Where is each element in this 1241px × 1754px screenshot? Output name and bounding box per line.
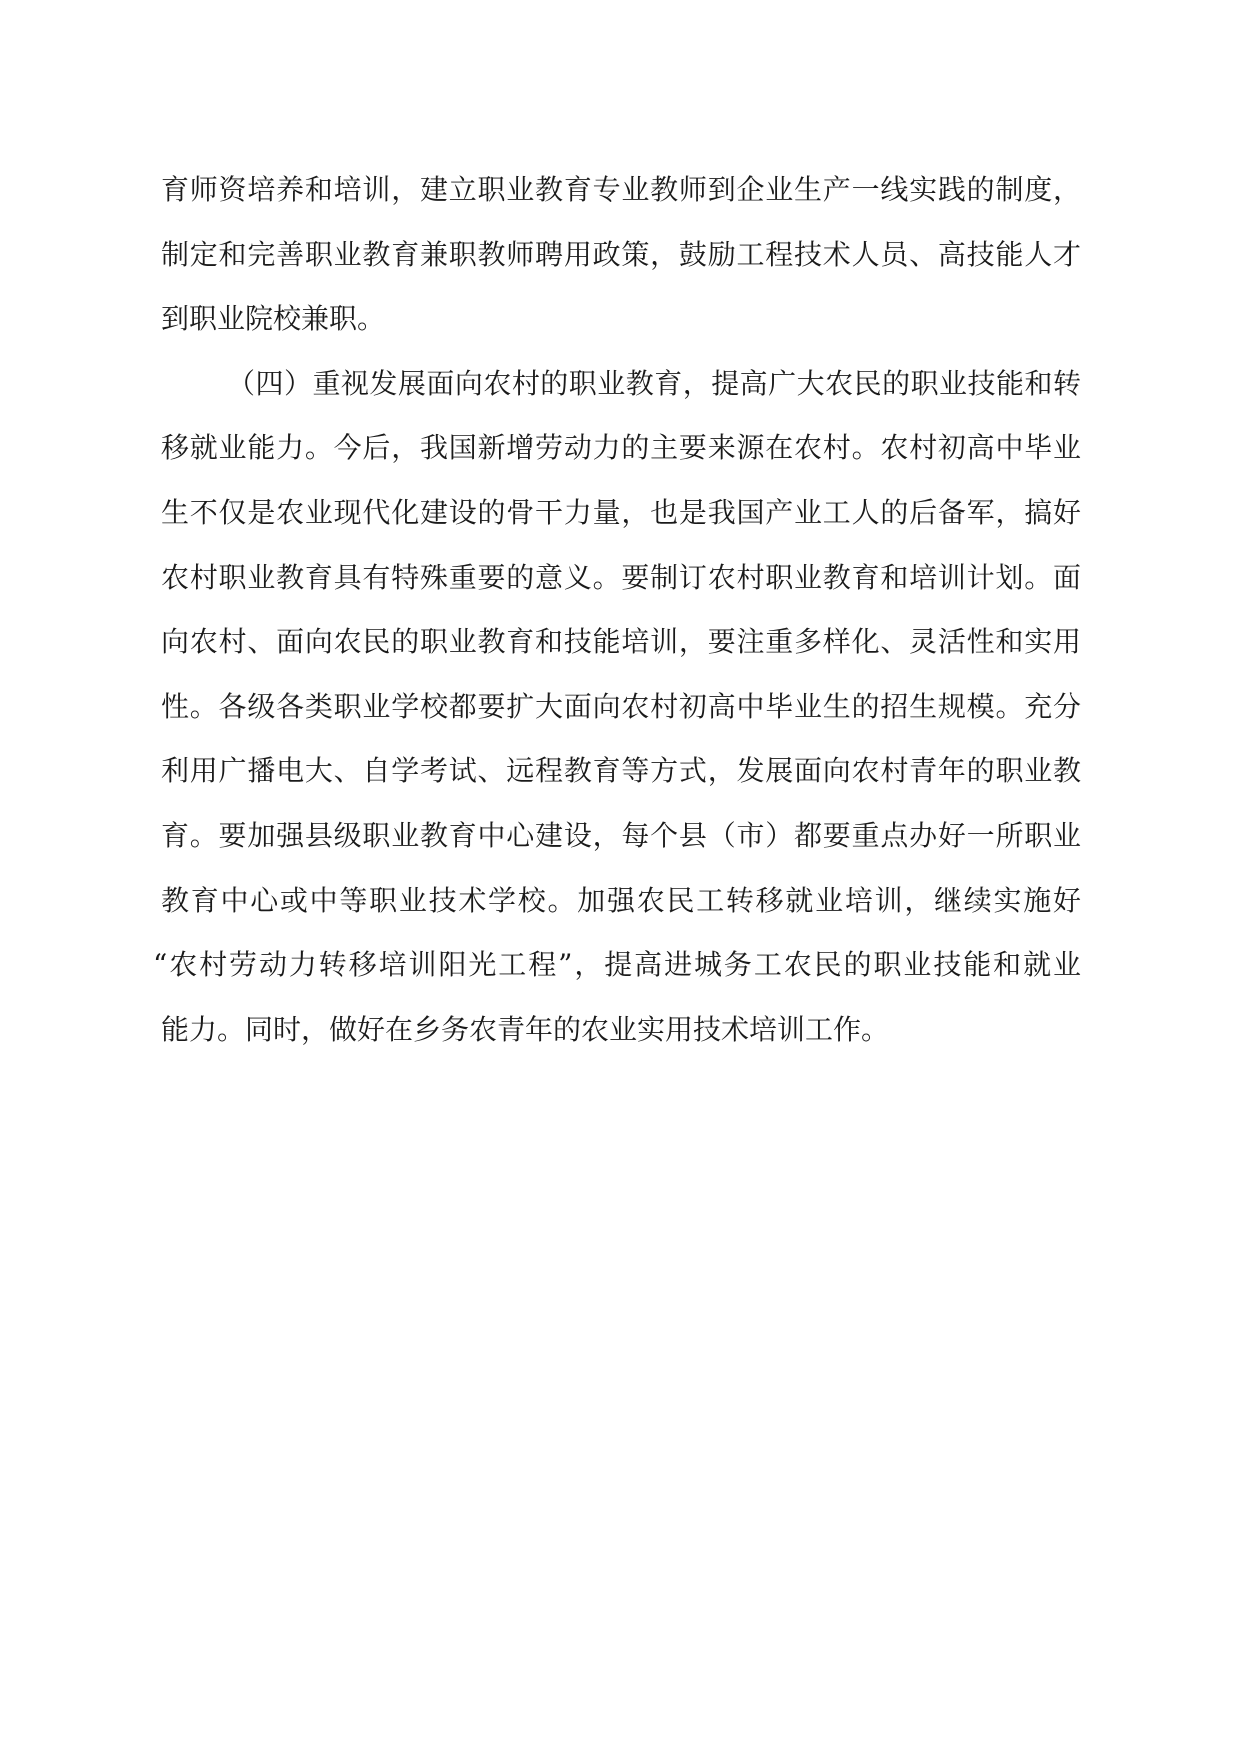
text-line: 生不仅是农业现代化建设的骨干力量，也是我国产业工人的后备军，搞好 — [161, 495, 1081, 529]
text-line: 到职业院校兼职。 — [161, 302, 386, 336]
text-line: 性。各级各类职业学校都要扩大面向农村初高中毕业生的招生规模。充分 — [161, 689, 1081, 723]
text-line: 育师资培养和培训，建立职业教育专业教师到企业生产一线实践的制度， — [161, 173, 1081, 206]
text-line: 能力。同时，做好在乡务农青年的农业实用技术培训工作。 — [161, 1012, 890, 1046]
text-line: 农村职业教育具有特殊重要的意义。要制订农村职业教育和培训计划。面 — [161, 560, 1081, 594]
paragraph-teacher-training — [161, 158, 1081, 352]
document-body — [153, 158, 1081, 1062]
text-line: 向农村、面向农民的职业教育和技能培训，要注重多样化、灵活性和实用 — [161, 625, 1081, 659]
paragraph-rural-vocational-education — [153, 352, 1081, 1063]
text-line: 教育中心或中等职业技术学校。加强农民工转移就业培训，继续实施好 — [161, 883, 1081, 917]
text-line: 移就业能力。今后，我国新增劳动力的主要来源在农村。农村初高中毕业 — [161, 431, 1081, 465]
text-line: 制定和完善职业教育兼职教师聘用政策，鼓励工程技术人员、高技能人才 — [161, 237, 1081, 271]
section-heading-line: （四）重视发展面向农村的职业教育，提高广大农民的职业技能和转 — [227, 366, 1081, 400]
text-line: 育。要加强县级职业教育中心建设，每个县（市）都要重点办好一所职业 — [161, 818, 1081, 852]
text-line: 利用广播电大、自学考试、远程教育等方式，发展面向农村青年的职业教 — [161, 754, 1081, 788]
text-line: “农村劳动力转移培训阳光工程”，提高进城务工农民的职业技能和就业 — [153, 948, 1081, 982]
